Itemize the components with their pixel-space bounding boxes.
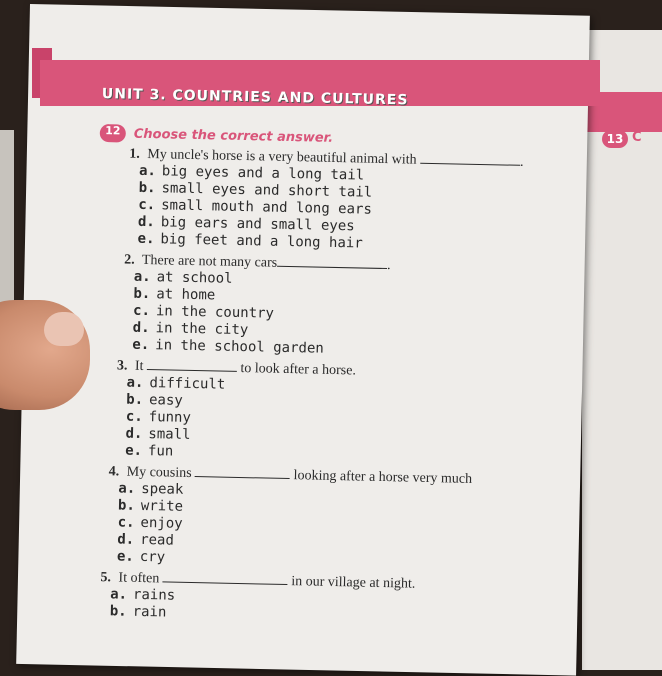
question-stem: My uncle's horse is a very beautiful animal with bbox=[147, 147, 417, 168]
option-b[interactable]: b. small eyes and short tail bbox=[138, 179, 373, 201]
thumbnail bbox=[44, 312, 84, 346]
question-3 bbox=[115, 356, 595, 469]
option-c[interactable]: c. in the country bbox=[132, 302, 275, 322]
option-a[interactable]: a. at school bbox=[133, 268, 233, 287]
answer-blank[interactable] bbox=[277, 254, 387, 269]
option-b[interactable]: b. write bbox=[117, 497, 184, 515]
question-number: 5. bbox=[100, 570, 112, 586]
question-number: 4. bbox=[108, 464, 120, 480]
options-list bbox=[125, 375, 595, 470]
option-e[interactable]: e. big feet and a long hair bbox=[137, 230, 363, 252]
question-stem-end: . bbox=[386, 258, 391, 274]
question-1 bbox=[127, 145, 599, 258]
question-stem: It often bbox=[118, 570, 160, 587]
option-e[interactable]: e. cry bbox=[116, 548, 166, 566]
option-a[interactable]: a. speak bbox=[118, 480, 184, 498]
question-number: 3. bbox=[116, 358, 128, 374]
question-stem: It bbox=[134, 358, 144, 374]
question-5 bbox=[100, 568, 591, 630]
exercise-content bbox=[90, 124, 600, 630]
answer-blank[interactable] bbox=[420, 151, 520, 166]
task-instruction: Choose the correct answer. bbox=[133, 126, 334, 146]
question-stem-end: in our village at night. bbox=[291, 574, 416, 592]
option-c[interactable]: c. enjoy bbox=[117, 514, 183, 532]
next-task-instruction-fragment: C bbox=[632, 130, 642, 145]
question-number: 1. bbox=[129, 146, 141, 162]
question-2 bbox=[122, 251, 597, 364]
question-stem-end: looking after a horse very much bbox=[293, 468, 473, 487]
question-stem: There are not many cars bbox=[141, 252, 278, 271]
question-stem-end: . bbox=[519, 154, 524, 170]
question-number: 2. bbox=[123, 252, 135, 268]
unit-title: UNIT 3. COUNTRIES AND CULTURES bbox=[101, 86, 409, 109]
option-d[interactable]: d. read bbox=[117, 531, 175, 549]
option-a[interactable]: a. rains bbox=[109, 586, 176, 604]
option-b[interactable]: b. rain bbox=[109, 603, 167, 621]
answer-blank[interactable] bbox=[147, 357, 237, 372]
next-task-number-badge: 13 bbox=[602, 130, 628, 148]
option-c[interactable]: c. funny bbox=[125, 408, 192, 426]
question-stem: My cousins bbox=[126, 464, 192, 481]
question-stem-end: to look after a horse. bbox=[240, 360, 357, 379]
options-list bbox=[137, 163, 599, 258]
options-list bbox=[132, 269, 597, 364]
option-e[interactable]: e. fun bbox=[124, 442, 174, 460]
option-b[interactable]: b. at home bbox=[133, 285, 216, 304]
option-d[interactable]: d. big ears and small eyes bbox=[137, 213, 355, 235]
options-list bbox=[117, 480, 593, 575]
task-number-badge: 12 bbox=[100, 124, 126, 143]
option-d[interactable]: d. small bbox=[125, 425, 191, 443]
option-e[interactable]: e. in the school garden bbox=[132, 336, 324, 357]
option-c[interactable]: c. small mouth and long ears bbox=[138, 196, 373, 218]
option-b[interactable]: b. easy bbox=[126, 391, 183, 409]
question-4 bbox=[107, 462, 593, 575]
option-a[interactable]: a. difficult bbox=[126, 374, 226, 393]
option-d[interactable]: d. in the city bbox=[132, 319, 249, 339]
answer-blank[interactable] bbox=[195, 464, 290, 479]
option-a[interactable]: a. big eyes and a long tail bbox=[138, 162, 365, 184]
answer-blank[interactable] bbox=[163, 569, 288, 585]
